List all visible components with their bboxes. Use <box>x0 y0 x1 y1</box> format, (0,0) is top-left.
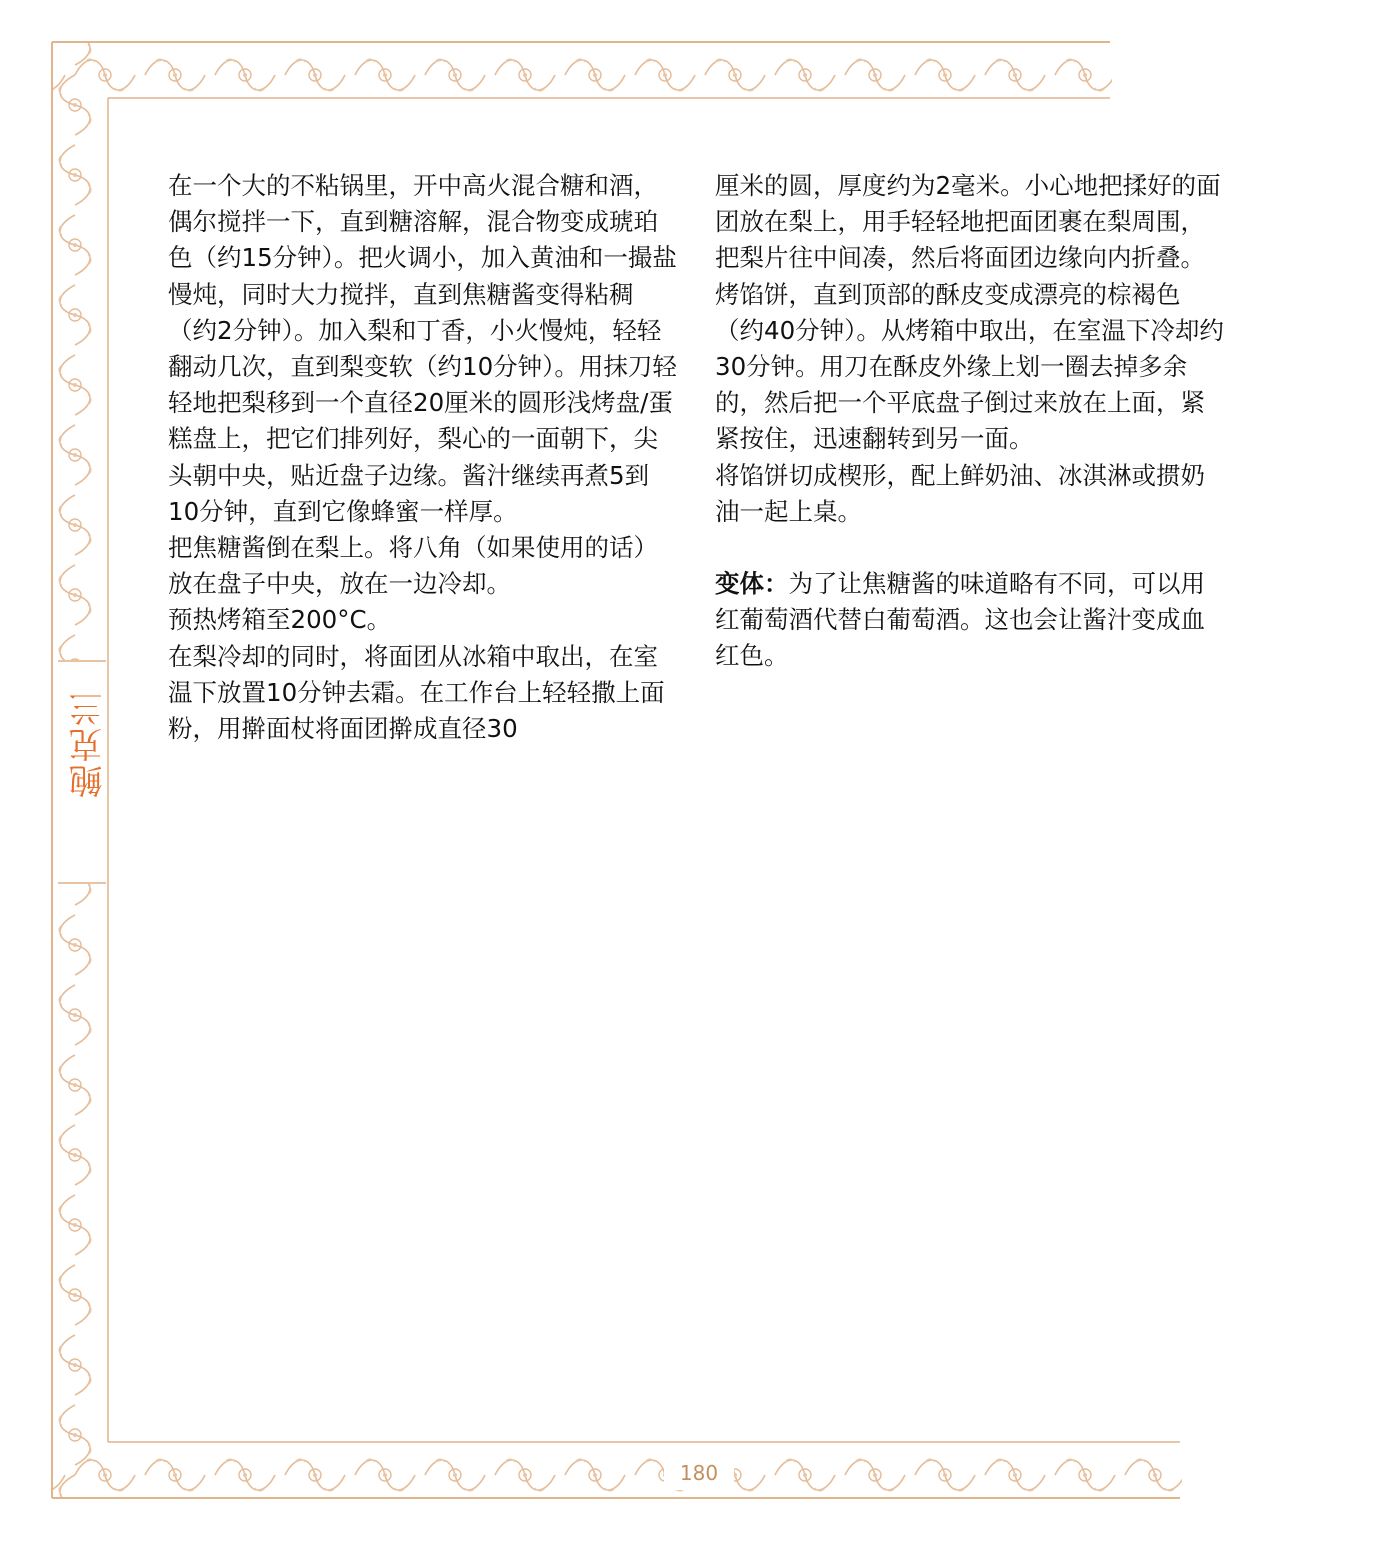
variant-label: 变体： <box>715 569 789 599</box>
paragraph: 把焦糖酱倒在梨上。将八角（如果使用的话）放在盘子中央，放在一边冷却。 <box>168 533 658 599</box>
paragraph: 厘米的圆，厚度约为2毫米。小心地把揉好的面团放在梨上，用手轻轻地把面团裹在梨周围，把梨片往中间凑，然后将面团边缘向内折叠。 <box>715 171 1221 273</box>
paragraph: 预热烤箱至200°C。 <box>168 605 392 635</box>
paragraph: 将馅饼切成楔形，配上鲜奶油、冰淇淋或掼奶油一起上桌。 <box>715 460 1205 526</box>
right-column <box>715 168 1225 675</box>
paragraph: 在一个大的不粘锅里，开中高火混合糖和酒，偶尔搅拌一下，直到糖溶解，混合物变成琥珀色（约15分钟）。把火调小，加入黄油和一撮盐慢炖，同时大力搅拌，直到焦糖酱变得粘稠（约2分钟）。加入梨和丁香，小火慢炖，轻轻翻动几次，直到梨变软（约10分钟）。用抹刀轻轻地把梨移到一个直径20厘米的圆形浅烤盘/蛋糕盘上，把它们排列好，梨心的一面朝下，尖头朝中央，贴近盘子边缘。酱汁继续再煮5到10分钟，直到它像蜂蜜一样厚。 <box>168 171 677 526</box>
paragraph: 烤馅饼，直到顶部的酥皮变成漂亮的棕褐色（约40分钟）。从烤箱中取出，在室温下冷却约30分钟。用刀在酥皮外缘上划一圈去掉多余的，然后把一个平底盘子倒过来放在上面，紧紧按住，迅速翻转到另一面。 <box>715 279 1224 454</box>
chapter-label: 鲍克兰 <box>69 690 109 798</box>
variant-note <box>715 566 1225 675</box>
spacer <box>715 530 1225 566</box>
page-number: 180 <box>664 1456 734 1490</box>
paragraph: 在梨冷却的同时，将面团从冰箱中取出，在室温下放置10分钟去霜。在工作台上轻轻撒上面粉，用擀面杖将面团擀成直径30 <box>168 641 665 744</box>
left-column <box>168 168 680 747</box>
variant-text: 为了让焦糖酱的味道略有不同，可以用红葡萄酒代替白葡萄酒。这也会让酱汁变成血红色。 <box>715 569 1205 671</box>
